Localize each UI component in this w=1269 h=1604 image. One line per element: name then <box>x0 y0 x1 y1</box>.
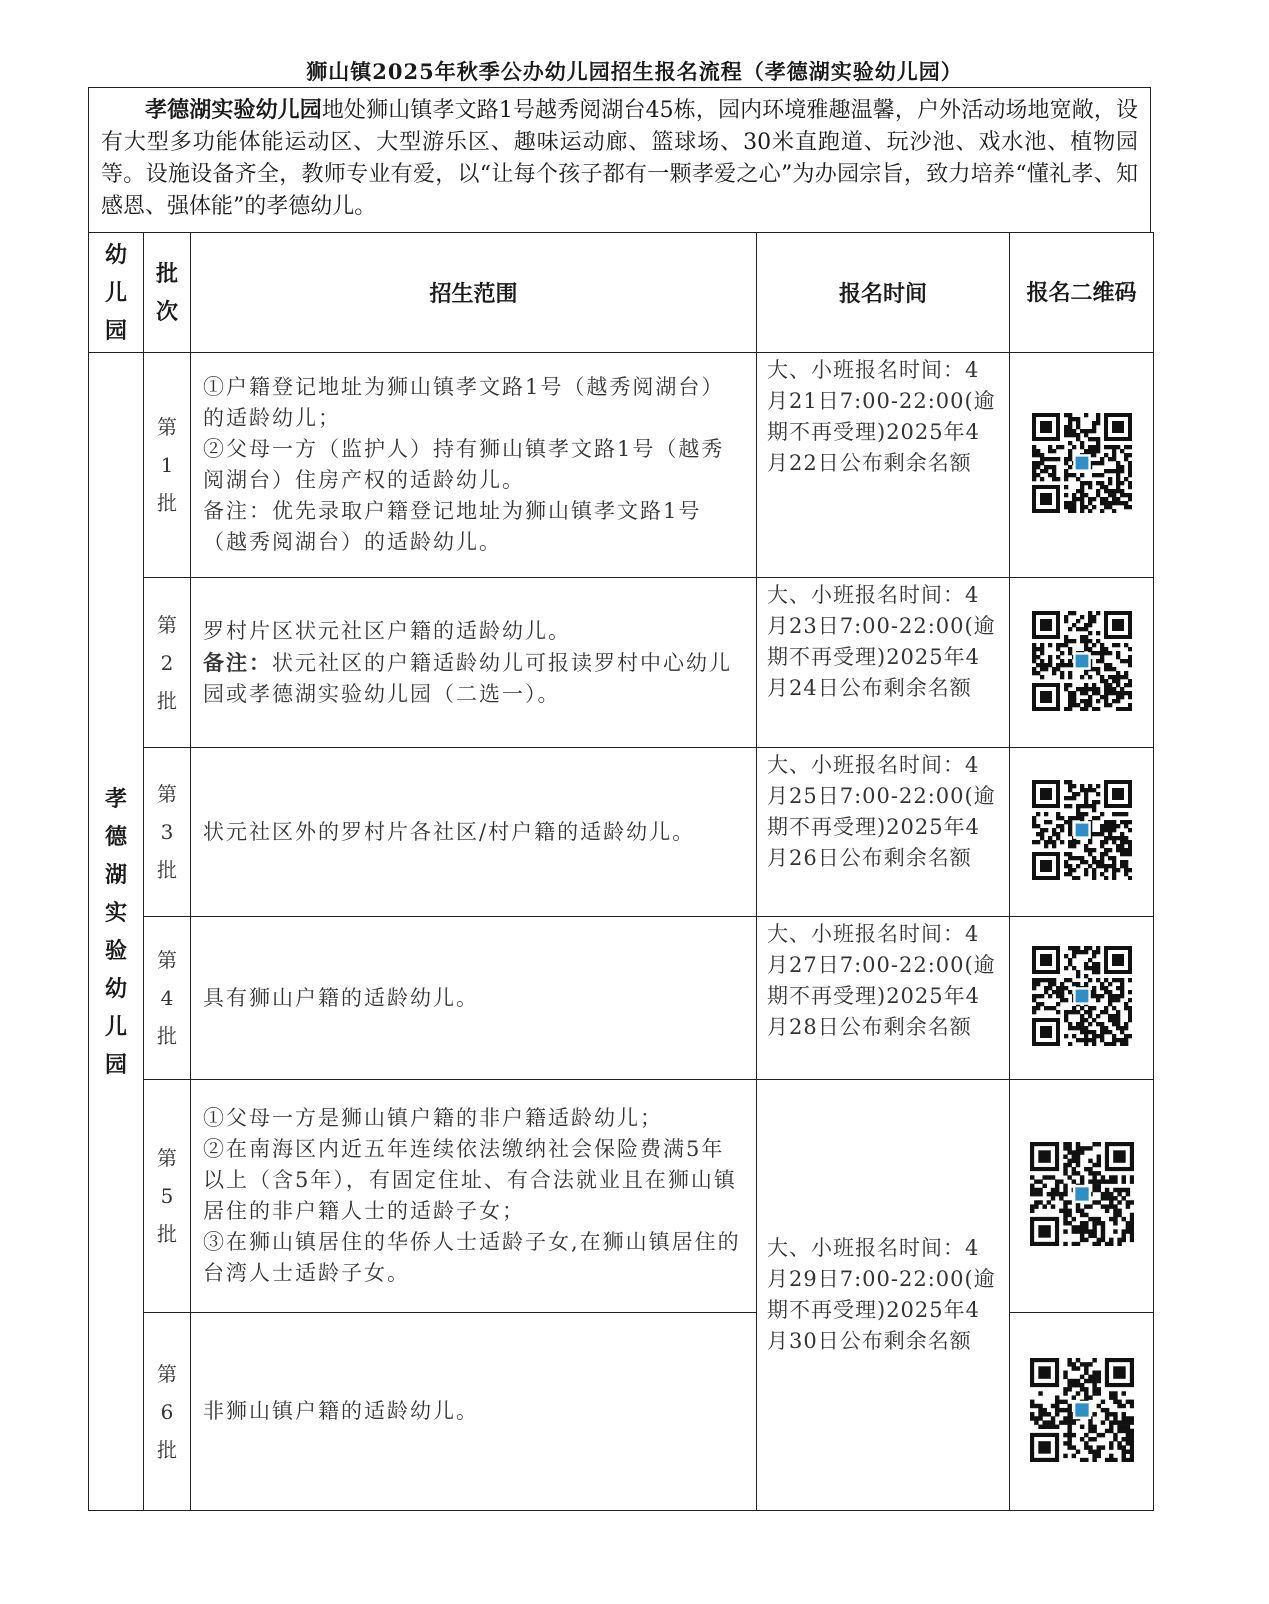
batch-2-label: 第2批 <box>157 612 177 713</box>
batch-5-label: 第5批 <box>157 1146 177 1246</box>
batch-label-1 <box>144 353 191 578</box>
scope-2-line-1: 罗村片区状元社区户籍的适龄幼儿。 <box>203 618 571 643</box>
scope-5-line-2: ②在南海区内近五年连续依法缴纳社会保险费满5年以上（含5年），有固定住址、有合法就业且在狮山镇居住的非户籍人士的适龄子女； <box>203 1137 737 1223</box>
scope-6-line-1: 非狮山镇户籍的适龄幼儿。 <box>203 1399 479 1423</box>
qr-cell-2 <box>1010 578 1154 748</box>
scope-2-note-label: 备注： <box>203 649 272 675</box>
intro-kindergarten-name: 孝德湖实验幼儿园 <box>145 97 322 123</box>
scope-5-line-3: ③在狮山镇居住的华侨人士适龄子女,在狮山镇居住的台湾人士适龄子女。 <box>203 1230 741 1285</box>
batch-1-label: 第1批 <box>157 415 177 515</box>
scope-2-note-text: 状元社区的户籍适龄幼儿可报读罗村中心幼儿园或孝德湖实验幼儿园（二选一）。 <box>203 650 732 706</box>
time-cell-2: 大、小班报名时间：4月23日7:00-22:00(逾期不再受理)2025年4月24日公布剩余名额 <box>757 578 1010 748</box>
header-scope: 招生范围 <box>191 233 757 353</box>
scope-cell-3 <box>191 748 757 917</box>
time-cell-3: 大、小班报名时间：4月25日7:00-22:00(逾期不再受理)2025年4月26日公布剩余名额 <box>757 748 1010 917</box>
qr-cell-3 <box>1010 748 1154 917</box>
qr-code-icon[interactable] <box>1030 1358 1134 1462</box>
scope-2-line-2 <box>203 647 744 710</box>
batch-label-4 <box>144 917 191 1080</box>
batch-label-3 <box>144 748 191 917</box>
scope-1-line-3: 备注：优先录取户籍登记地址为狮山镇孝文路1号（越秀阅湖台）的适龄幼儿。 <box>203 499 702 554</box>
header-time: 报名时间 <box>757 233 1010 353</box>
qr-code-icon[interactable] <box>1032 946 1132 1046</box>
qr-code-icon[interactable] <box>1032 780 1132 880</box>
intro-text: 地处狮山镇孝文路1号越秀阅湖台45栋，园内环境雅趣温馨，户外活动场地宽敞，设有大型多功能体能运动区、大型游乐区、趣味运动廊、篮球场、30米直跑道、玩沙池、戏水池、植物园等。设施设备齐全，教师专业有爱，以“让每个孩子都有一颗孝爱之心”为办园宗旨，致力培养“懂礼孝、知感恩、强体能”的孝德幼儿。 <box>101 98 1138 219</box>
header-batch <box>144 233 191 353</box>
enrollment-table <box>88 232 1154 1511</box>
header-batch-label: 批次 <box>155 260 178 325</box>
qr-cell-4 <box>1010 917 1154 1080</box>
qr-cell-6 <box>1010 1313 1154 1511</box>
time-cell-4: 大、小班报名时间：4月27日7:00-22:00(逾期不再受理)2025年4月28日公布剩余名额 <box>757 917 1010 1080</box>
scope-cell-1 <box>191 353 757 578</box>
batch-3-label: 第3批 <box>157 782 177 882</box>
table-header-row <box>89 233 1154 353</box>
table-row <box>89 748 1154 917</box>
header-kindergarten <box>89 233 144 353</box>
table-row <box>89 917 1154 1080</box>
header-qr-label: 报名二维码 <box>1026 279 1137 306</box>
table-row <box>89 578 1154 748</box>
batch-label-2 <box>144 578 191 748</box>
time-cell-5-6: 大、小班报名时间：4月29日7:00-22:00(逾期不再受理)2025年4月30日公布剩余名额 <box>757 1080 1010 1511</box>
scope-3-line-1: 状元社区外的罗村片各社区/村户籍的适龄幼儿。 <box>203 819 696 844</box>
qr-code-icon[interactable] <box>1030 1142 1134 1246</box>
qr-cell-5 <box>1010 1080 1154 1313</box>
table-row <box>89 1080 1154 1313</box>
scope-4-line-1: 具有狮山户籍的适龄幼儿。 <box>203 985 479 1010</box>
qr-code-icon[interactable] <box>1032 611 1132 711</box>
scope-cell-6 <box>191 1313 757 1511</box>
batch-6-label: 第6批 <box>157 1361 177 1462</box>
scope-cell-5 <box>191 1080 757 1313</box>
scope-cell-2 <box>191 578 757 748</box>
intro-paragraph <box>88 87 1151 232</box>
batch-4-label: 第4批 <box>157 948 177 1048</box>
time-cell-1: 大、小班报名时间：4月21日7:00-22:00(逾期不再受理)2025年4月22日公布剩余名额 <box>757 353 1010 578</box>
table-row <box>89 353 1154 578</box>
kindergarten-name-cell <box>89 353 144 1511</box>
header-kindergarten-label: 幼儿园 <box>104 241 127 344</box>
scope-1-line-2: ②父母一方（监护人）持有狮山镇孝文路1号（越秀阅湖台）住房产权的适龄幼儿。 <box>203 437 725 492</box>
kindergarten-name: 孝德湖实验幼儿园 <box>104 785 127 1078</box>
qr-cell-1 <box>1010 353 1154 578</box>
scope-1-line-1: ①户籍登记地址为狮山镇孝文路1号（越秀阅湖台）的适龄幼儿； <box>203 375 725 430</box>
batch-label-6 <box>144 1313 191 1511</box>
scope-5-line-1: ①父母一方是狮山镇户籍的非户籍适龄幼儿； <box>203 1106 663 1130</box>
qr-code-icon[interactable] <box>1032 413 1132 513</box>
scope-cell-4 <box>191 917 757 1080</box>
batch-label-5 <box>144 1080 191 1313</box>
page-title: 狮山镇2025年秋季公办幼儿园招生报名流程（孝德湖实验幼儿园） <box>306 59 963 84</box>
header-qr <box>1010 233 1154 353</box>
